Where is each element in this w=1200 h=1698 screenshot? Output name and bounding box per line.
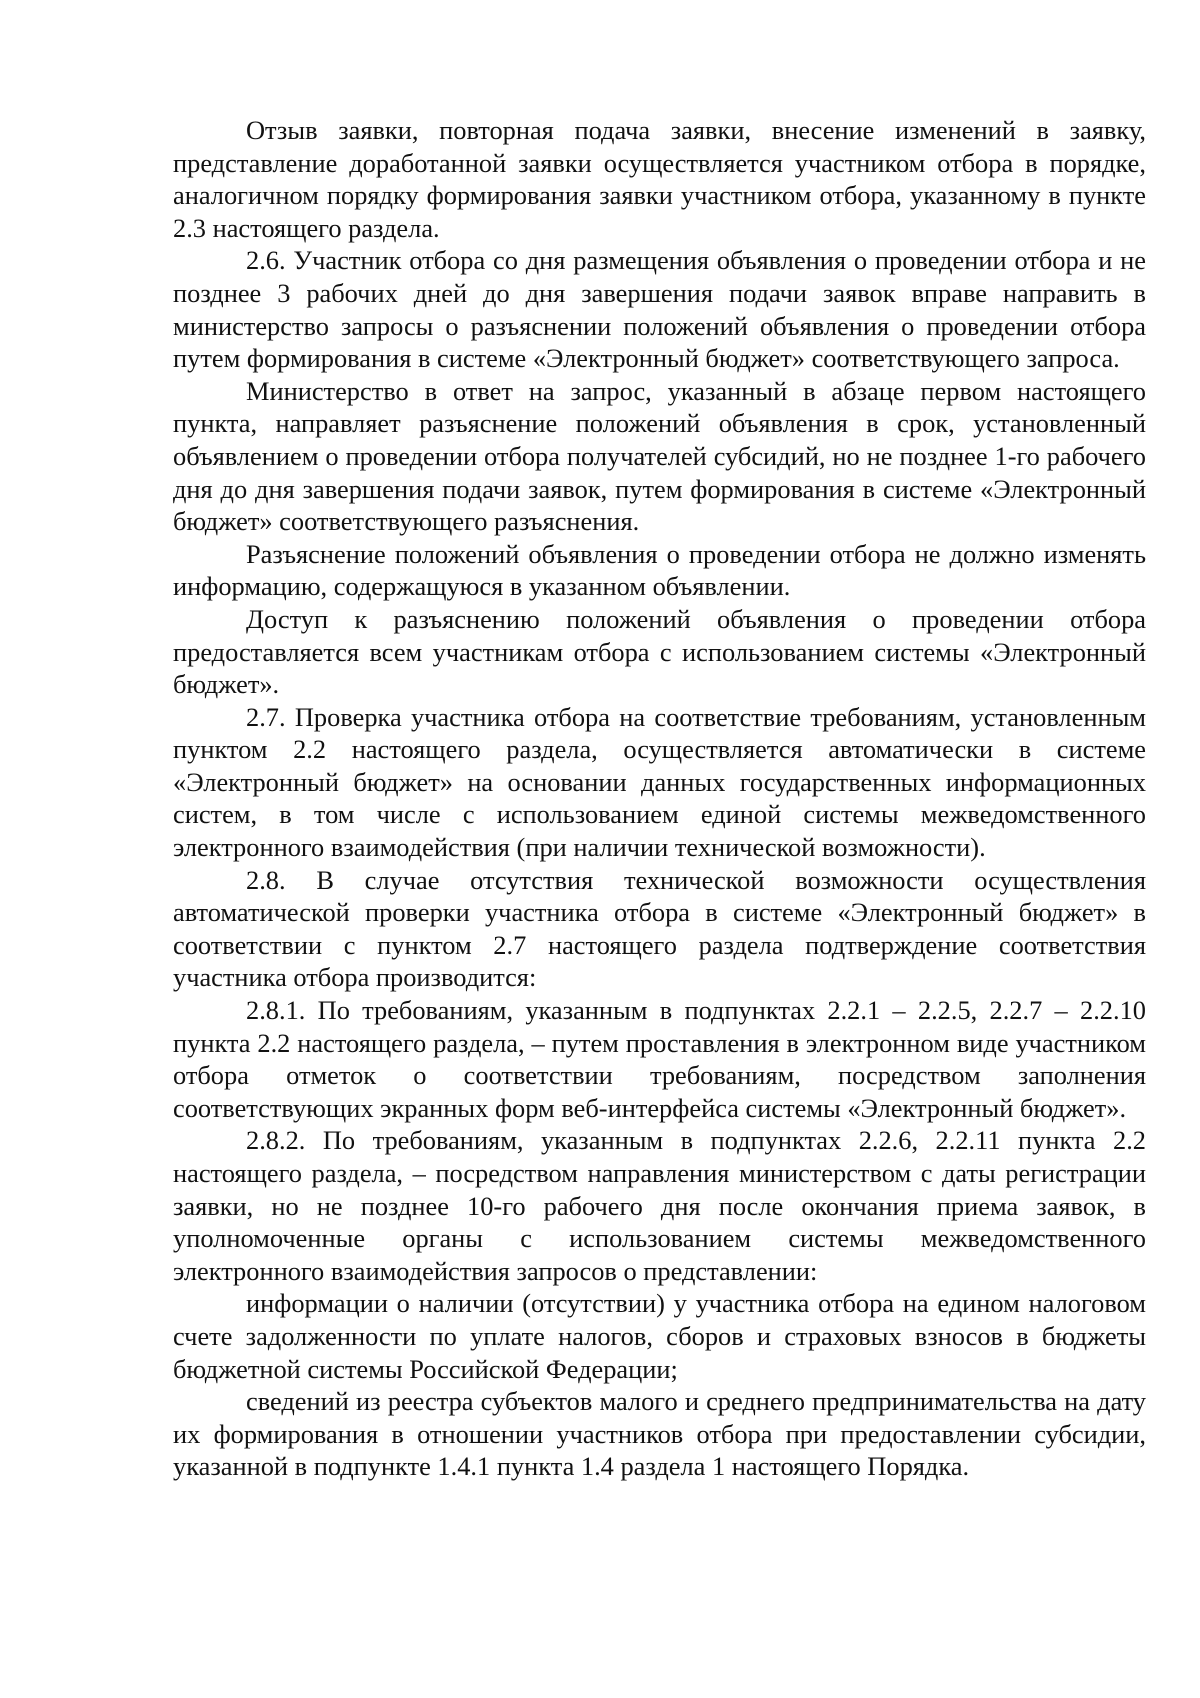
paragraph-2-8-1: 2.8.1. По требованиям, указанным в подпунктах 2.2.1 – 2.2.5, 2.2.7 – 2.2.10 пункта 2.2 настоящего раздела, – путем проставления в электронном виде участником отбора отметок о соответствии требованиям, посредством заполнения соответствующих экранных форм веб-интерфейса системы «Электронный бюджет».	[173, 995, 1146, 1123]
paragraph-2-6: 2.6. Участник отбора со дня размещения объявления о проведении отбора и не позднее 3 рабочих дней до дня завершения подачи заявок вправе направить в министерство запросы о разъяснении положений объявления о проведении отбора путем формирования в системе «Электронный бюджет» соответствующего запроса.	[173, 245, 1146, 374]
paragraph-2-8-2: 2.8.2. По требованиям, указанным в подпунктах 2.2.6, 2.2.11 пункта 2.2 настоящего раздела, – посредством направления министерством с даты регистрации заявки, но не позднее 10-го рабочего дня после окончания приема заявок, в уполномоченные органы с использованием системы межведомственного электронного взаимодействия запросов о представлении:	[173, 1125, 1146, 1286]
paragraph-clarification-content: Разъяснение положений объявления о проведении отбора не должно изменять информацию, содержащуюся в указанном объявлении.	[173, 538, 1146, 602]
paragraph-2-8: 2.8. В случае отсутствия технической возможности осуществления автоматической проверки участника отбора в системе «Электронный бюджет» в соответствии с пунктом 2.7 настоящего раздела подтверждение соответствия участника отбора производится:	[173, 864, 1146, 993]
paragraph-tax-debt-info: информации о наличии (отсутствии) у участника отбора на едином налоговом счете задолженности по уплате налогов, сборов и страховых взносов в бюджеты бюджетной системы Российской Федерации;	[173, 1288, 1146, 1384]
paragraph-clarification-access: Доступ к разъяснению положений объявления о проведении отбора предоставляется всем участникам отбора с использованием системы «Электронный бюджет».	[173, 603, 1146, 700]
document-page	[173, 114, 1146, 1483]
paragraph-ministry-response: Министерство в ответ на запрос, указанный в абзаце первом настоящего пункта, направляет разъяснение положений объявления в срок, установленный объявлением о проведении отбора получателей субсидий, но не позднее 1-го рабочего дня до дня завершения подачи заявок, путем формирования в системе «Электронный бюджет» соответствующего разъяснения.	[173, 375, 1146, 537]
paragraph-2-7: 2.7. Проверка участника отбора на соответствие требованиям, установленным пунктом 2.2 настоящего раздела, осуществляется автоматически в системе «Электронный бюджет» на основании данных государственных информационных систем, в том числе с использованием единой системы межведомственного электронного взаимодействия (при наличии технической возможности).	[173, 701, 1146, 863]
paragraph-sme-registry-info: сведений из реестра субъектов малого и среднего предпринимательства на дату их формирования в отношении участников отбора при предоставлении субсидии, указанной в подпункте 1.4.1 пункта 1.4 раздела 1 настоящего Порядка.	[173, 1386, 1146, 1482]
paragraph-application-withdrawal: Отзыв заявки, повторная подача заявки, внесение изменений в заявку, представление доработанной заявки осуществляется участником отбора в порядке, аналогичном порядку формирования заявки участником отбора, указанному в пункте 2.3 настоящего раздела.	[173, 115, 1146, 243]
